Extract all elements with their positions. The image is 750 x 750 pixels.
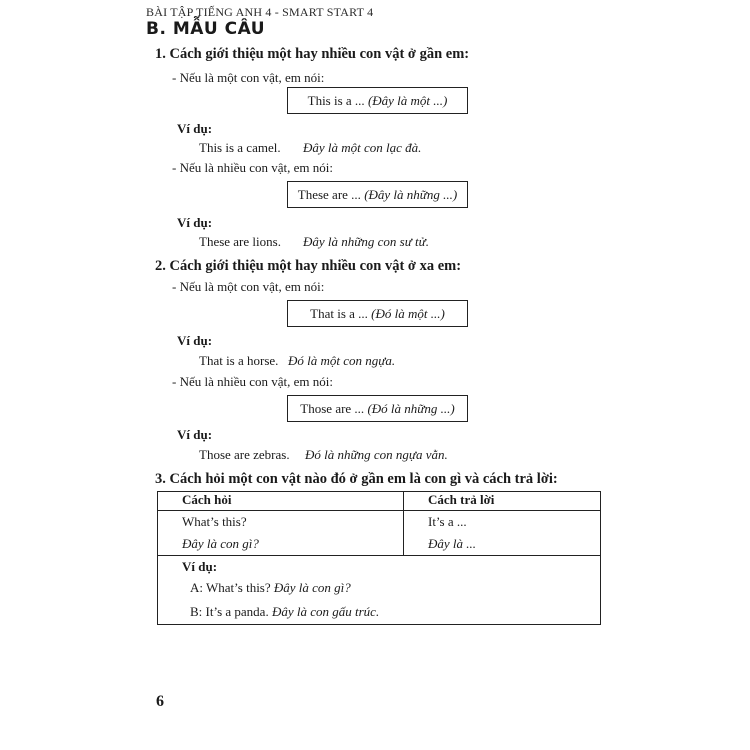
ask-cell <box>158 511 404 556</box>
example-cell <box>158 556 601 625</box>
s1-box2-en: These are ... <box>297 187 361 202</box>
table-header-row <box>158 492 601 511</box>
section-title: B. MẪU CÂU <box>146 19 266 39</box>
col-header-ask: Cách hỏi <box>158 492 404 511</box>
s2-ex2-vi: Đó là những con ngựa vằn. <box>305 447 448 462</box>
s2-example-label-2: Ví dụ: <box>177 427 213 442</box>
s1-plural-intro: - Nếu là nhiều con vật, em nói: <box>172 160 334 175</box>
s1-example-label-1: Ví dụ: <box>177 121 213 136</box>
s2-box1-vi: (Đó là một ...) <box>371 306 445 321</box>
page-number: 6 <box>156 693 164 710</box>
section-3-title: 3. Cách hỏi một con vật nào đó ở gần em là con gì và cách trả lời: <box>155 471 558 487</box>
s1-ex2-vi: Đây là những con sư tử. <box>303 234 429 249</box>
s1-ex1-en: This is a camel. <box>199 140 281 155</box>
section-2-title: 2. Cách giới thiệu một hay nhiều con vật ở xa em: <box>155 258 462 274</box>
col-header-answer: Cách trả lời <box>404 492 601 511</box>
section-1-title: 1. Cách giới thiệu một hay nhiều con vật ở gần em: <box>155 46 470 62</box>
answer-cell <box>404 511 601 556</box>
s1-example-label-2: Ví dụ: <box>177 215 213 230</box>
a-vi: Đây là con gì? <box>273 580 351 595</box>
ask-vi: Đây là con gì? <box>182 536 259 551</box>
table-row <box>158 511 601 556</box>
s3-example-label: Ví dụ: <box>182 559 218 574</box>
answer-en: It’s a ... <box>428 514 467 529</box>
s1-box1-vi: (Đây là một ...) <box>367 93 448 108</box>
s2-box1-en: That is a ... <box>310 306 368 321</box>
table-example-row <box>158 556 601 625</box>
s2-ex1-en: That is a horse. <box>199 353 279 368</box>
a-en: A: What’s this? <box>190 580 271 595</box>
s2-box2-en: Those are ... <box>300 401 365 416</box>
s2-example-label-1: Ví dụ: <box>177 333 213 348</box>
s2-single-intro: - Nếu là một con vật, em nói: <box>172 279 325 294</box>
s2-pattern-box-plural <box>287 395 468 422</box>
s1-pattern-box-plural <box>287 181 468 208</box>
s1-box1-en: This is a ... <box>307 93 365 108</box>
s1-single-intro: - Nếu là một con vật, em nói: <box>172 70 325 85</box>
b-vi: Đây là con gấu trúc. <box>271 604 380 619</box>
dialogue-line-a <box>190 576 600 600</box>
ask-en: What’s this? <box>182 514 247 529</box>
b-en: B: It’s a panda. <box>190 604 269 619</box>
question-answer-table <box>157 491 601 625</box>
s2-box2-vi: (Đó là những ...) <box>367 401 455 416</box>
s2-pattern-box-single <box>287 300 468 327</box>
s2-ex2-en: Those are zebras. <box>199 447 290 462</box>
s1-box2-vi: (Đây là những ...) <box>364 187 458 202</box>
running-header: BÀI TẬP TIẾNG ANH 4 - SMART START 4 <box>146 5 374 19</box>
s2-plural-intro: - Nếu là nhiều con vật, em nói: <box>172 374 334 389</box>
s1-ex2-en: These are lions. <box>199 234 281 249</box>
dialogue-line-b <box>190 600 600 624</box>
s1-ex1-vi: Đây là một con lạc đà. <box>303 140 422 155</box>
answer-vi: Đây là ... <box>428 536 477 551</box>
s2-ex1-vi: Đó là một con ngựa. <box>288 353 396 368</box>
s1-pattern-box-single <box>287 87 468 114</box>
